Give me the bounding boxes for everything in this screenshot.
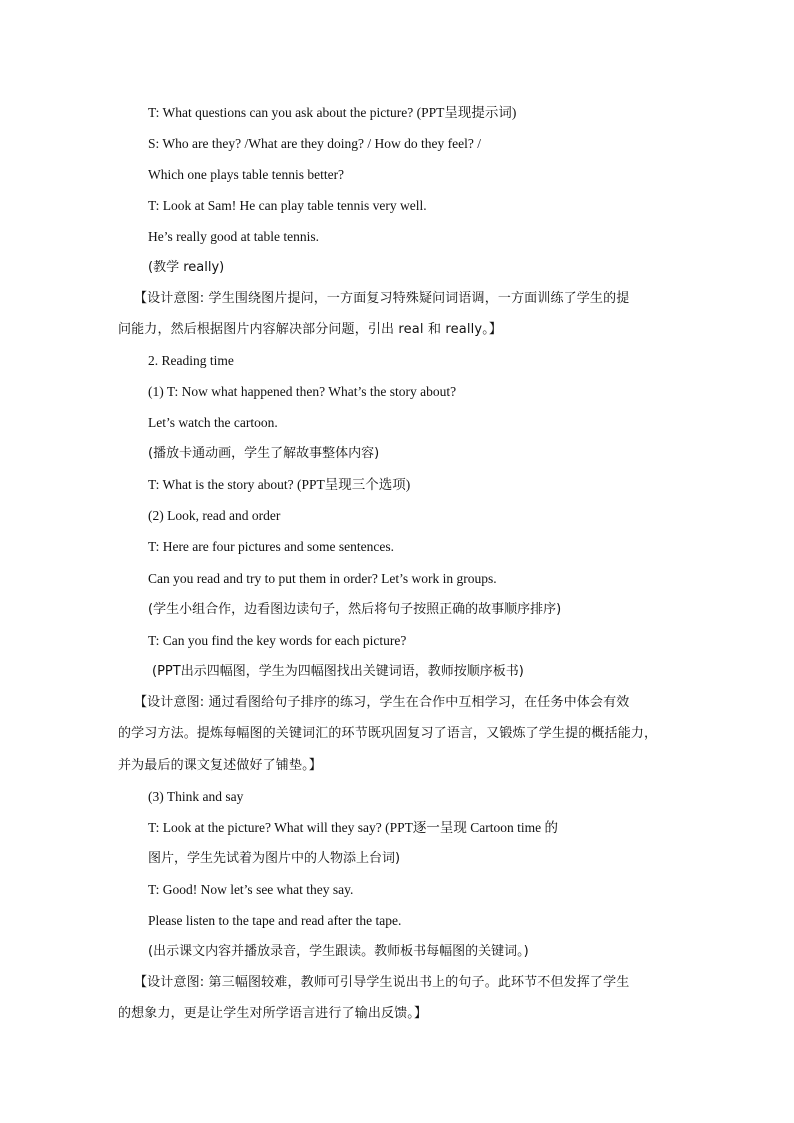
teacher-what-happened: (1) T: Now what happened then? What’s the story about? <box>148 384 457 399</box>
teacher-listen-tape: Please listen to the tape and read after the tape. <box>148 913 402 928</box>
student-questions: S: Who are they? /What are they doing? / How do they feel? / <box>148 136 482 151</box>
add-lines-note: 图片，学生先试着为图片中的人物添上台词) <box>148 851 401 866</box>
design-intent-2-line2: 的学习方法。提炼每幅图的关键词汇的环节既巩固复习了语言，又锻炼了学生提的概括能力， <box>118 726 658 741</box>
teacher-lets-see: T: Good! Now let’s see what they say. <box>148 882 354 897</box>
step-look-read-order: (2) Look, read and order <box>148 508 281 523</box>
design-intent-3-line1: 【设计意图: 第三幅图较难，教师可引导学生说出书上的句子。此环节不但发挥了学生 <box>134 975 630 990</box>
design-intent-3-line2: 的想象力，更是让学生对所学语言进行了输出反馈。】 <box>118 1006 428 1021</box>
teacher-story-about: T: What is the story about? (PPT呈现三个选项) <box>148 477 411 492</box>
teacher-look-at-sam: T: Look at Sam! He can play table tennis very well. <box>148 198 427 213</box>
teacher-four-pictures: T: Here are four pictures and some sentences. <box>148 539 394 554</box>
teacher-good-at-tennis: He’s really good at table tennis. <box>148 229 319 244</box>
group-work-note: (学生小组合作，边看图边读句子，然后将句子按照正确的故事顺序排序) <box>148 602 562 617</box>
section-reading-time: 2. Reading time <box>148 353 234 368</box>
teacher-question-picture: T: What questions can you ask about the picture? (PPT呈现提示词) <box>148 105 517 120</box>
student-questions-cont: Which one plays table tennis better? <box>148 167 345 182</box>
play-recording-note: (出示课文内容并播放录音，学生跟读。教师板书每幅图的关键词。) <box>148 944 529 959</box>
design-intent-2-line3: 并为最后的课文复述做好了铺垫。】 <box>118 758 322 773</box>
design-intent-2-line1: 【设计意图: 通过看图给句子排序的练习，学生在合作中互相学习，在任务中体会有效 <box>134 695 630 710</box>
design-intent-1-line1: 【设计意图: 学生围绕图片提问，一方面复习特殊疑问词语调，一方面训练了学生的提 <box>134 291 630 306</box>
teacher-what-will-they-say: T: Look at the picture? What will they say? (PPT逐一呈现 Cartoon time 的 <box>148 820 558 835</box>
teacher-watch-cartoon: Let’s watch the cartoon. <box>148 415 278 430</box>
play-cartoon-note: (播放卡通动画，学生了解故事整体内容) <box>148 446 380 461</box>
design-intent-1-line2: 问能力，然后根据图片内容解决部分问题，引出 real 和 really。】 <box>118 322 503 337</box>
teacher-key-words: T: Can you find the key words for each picture? <box>148 633 407 648</box>
step-think-and-say: (3) Think and say <box>148 789 244 804</box>
ppt-four-pictures-note: (PPT出示四幅图，学生为四幅图找出关键词语，教师按顺序板书) <box>152 664 524 679</box>
teach-really-note: (教学 really) <box>148 260 225 275</box>
teacher-work-in-groups: Can you read and try to put them in order? Let’s work in groups. <box>148 571 497 586</box>
